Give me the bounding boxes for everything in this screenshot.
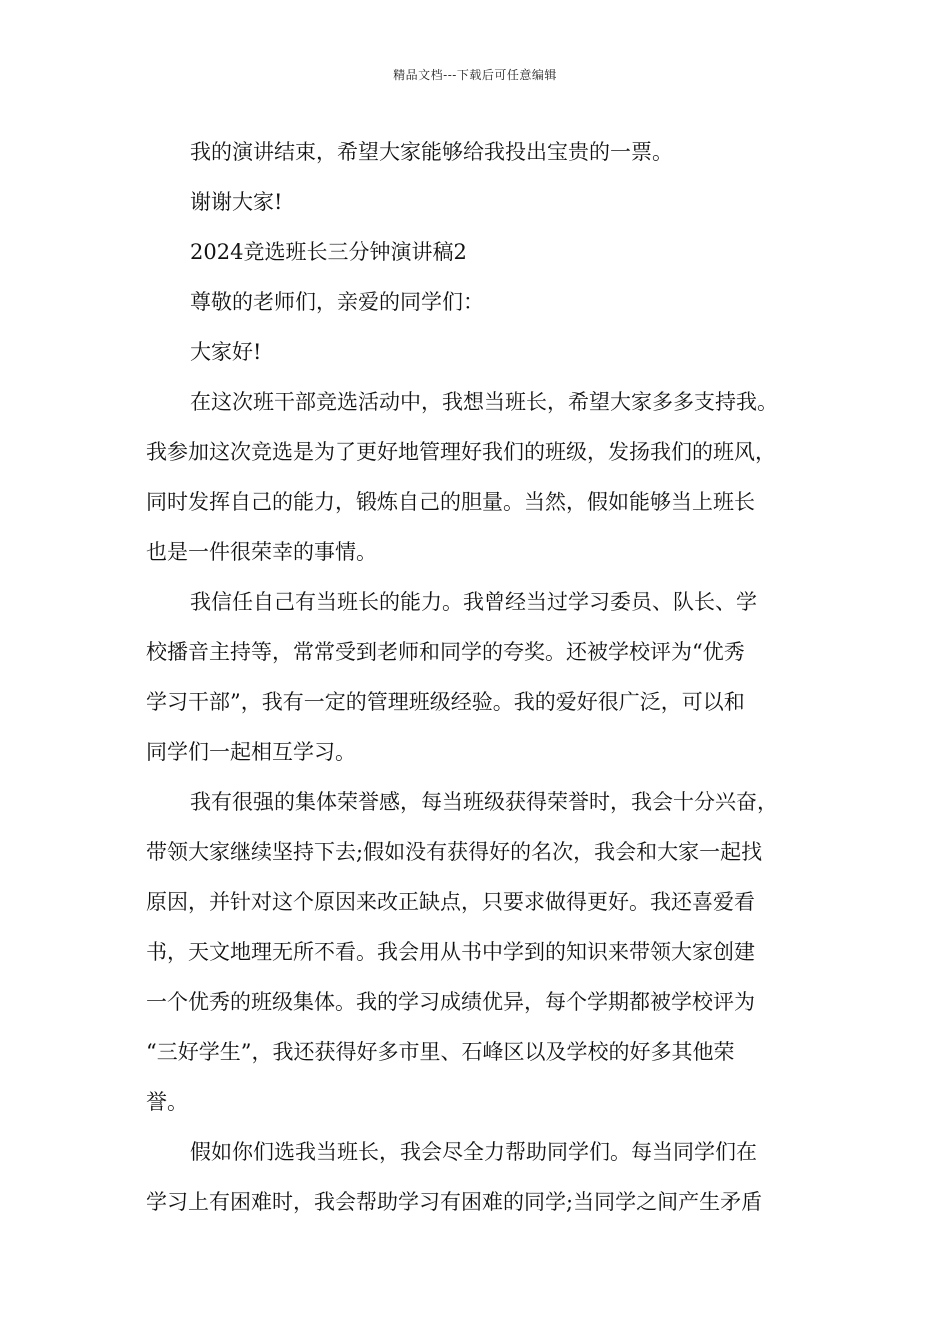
- document-body: [146, 132, 826, 1232]
- paragraph-line: 原因，并针对这个原因来改正缺点，只要求做得更好。我还喜爱看: [146, 890, 755, 914]
- paragraph-line: “三好学生”，我还获得好多市里、石峰区以及学校的好多其他荣: [146, 1040, 735, 1064]
- paragraph-line: 也是一件很荣幸的事情。: [146, 540, 377, 564]
- paragraph-line: 校播音主持等，常常受到老师和同学的夸奖。还被学校评为“优秀: [146, 640, 745, 664]
- paragraph-line: 学习上有困难时，我会帮助学习有困难的同学;当同学之间产生矛盾: [146, 1190, 763, 1214]
- paragraph-line: 假如你们选我当班长，我会尽全力帮助同学们。每当同学们在: [190, 1140, 757, 1164]
- page-header: 精品文档---下载后可任意编辑: [393, 68, 557, 82]
- paragraph-line: 学习干部”，我有一定的管理班级经验。我的爱好很广泛，可以和: [146, 690, 745, 714]
- greeting: 大家好!: [190, 340, 262, 364]
- paragraph-line: 谢谢大家!: [190, 190, 283, 214]
- paragraph-line: 带领大家继续坚持下去;假如没有获得好的名次，我会和大家一起找: [146, 840, 763, 864]
- paragraph-line: 同学们一起相互学习。: [146, 740, 356, 764]
- paragraph-line: 书，天文地理无所不看。我会用从书中学到的知识来带领大家创建: [146, 940, 755, 964]
- paragraph-line: 在这次班干部竞选活动中，我想当班长，希望大家多多支持我。: [190, 390, 778, 414]
- paragraph-line: 我的演讲结束，希望大家能够给我投出宝贵的一票。: [190, 140, 673, 164]
- paragraph-line: 一个优秀的班级集体。我的学习成绩优异，每个学期都被学校评为: [146, 990, 755, 1014]
- paragraph-line: 我参加这次竞选是为了更好地管理好我们的班级，发扬我们的班风，: [146, 440, 776, 464]
- paragraph-line: 同时发挥自己的能力，锻炼自己的胆量。当然，假如能够当上班长: [146, 490, 755, 514]
- paragraph-line: 誉。: [146, 1090, 188, 1114]
- section-title: 2024竞选班长三分钟演讲稿2: [190, 240, 467, 264]
- paragraph-line: 我有很强的集体荣誉感，每当班级获得荣誉时，我会十分兴奋，: [190, 790, 778, 814]
- paragraph-line: 我信任自己有当班长的能力。我曾经当过学习委员、队长、学: [190, 590, 757, 614]
- salutation: 尊敬的老师们，亲爱的同学们：: [190, 290, 484, 314]
